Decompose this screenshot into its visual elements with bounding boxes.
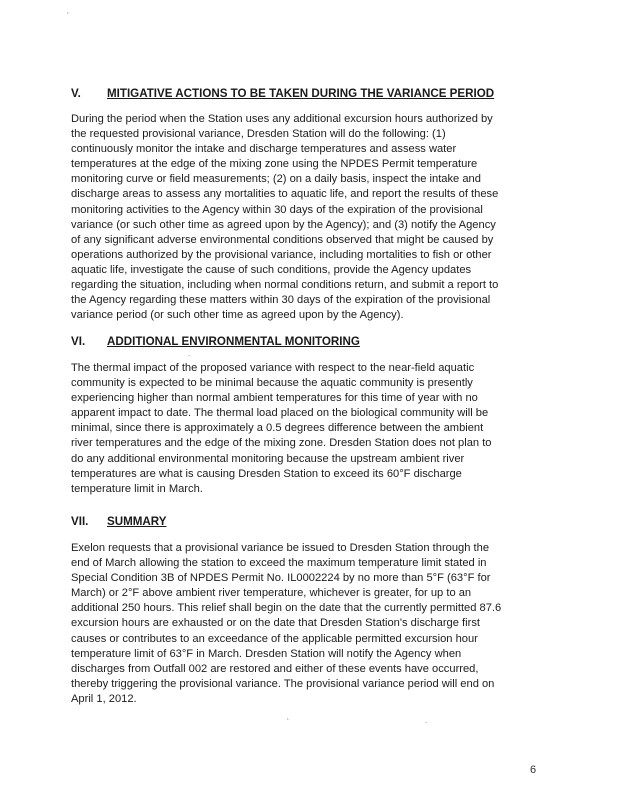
scan-speck: . [188, 349, 191, 358]
section-paragraph [71, 112, 543, 323]
section-environmental-monitoring [71, 335, 543, 497]
section-title: ADDITIONAL ENVIRONMENTAL MONITORING [107, 335, 360, 348]
section-number: VI. [71, 335, 86, 348]
text-line: regarding the situation, including when normal conditions return, and submit a report to [71, 279, 499, 292]
text-line: the Agency regarding these matters within 30 days of the expiration of the provisional [71, 294, 491, 307]
section-paragraph [71, 541, 543, 707]
text-line: temperature limit in March. [71, 482, 203, 495]
page-number: 6 [530, 764, 537, 776]
text-line: do any additional environmental monitoring because the upstream ambient river [71, 452, 465, 465]
section-heading [71, 335, 543, 349]
text-line: April 1, 2012. [71, 692, 137, 705]
text-line: discharge areas to assess any mortalities to aquatic life, and report the results of these [71, 188, 499, 201]
section-heading [71, 515, 543, 529]
section-number: VII. [71, 515, 89, 528]
section-heading [71, 87, 543, 101]
text-line: causes or contributes to an exceedance of the applicable permitted excursion hour [71, 632, 478, 645]
scan-speck: ‘ [287, 717, 289, 726]
text-line: temperatures are what is causing Dresden Station to exceed its 60°F discharge [71, 467, 462, 480]
text-line: the requested provisional variance, Dresden Station will do the following: (1) [71, 128, 446, 141]
text-line: monitoring curve or field measurements; (2) on a daily basis, inspect the intake and [71, 173, 481, 186]
section-title: SUMMARY [107, 515, 167, 528]
text-line: March) or 2°F above ambient river temperature, whichever is greater, for up to an [71, 587, 472, 600]
text-line: apparent impact to date. The thermal load placed on the biological community will be [71, 407, 489, 420]
section-number: V. [71, 87, 81, 100]
text-line: continuously monitor the intake and discharge temperatures and assess water [71, 143, 457, 156]
text-line: monitoring activities to the Agency within 30 days of the expiration of the provisional [71, 203, 483, 216]
text-line: aquatic life, investigate the cause of such conditions, provide the Agency updates [71, 263, 472, 276]
text-line: Exelon requests that a provisional variance be issued to Dresden Station through the [71, 542, 490, 554]
text-line: During the period when the Station uses any additional excursion hours authorized by [71, 113, 493, 125]
text-line: operations authorized by the provisional variance, including mortalities to fish or other [71, 248, 492, 261]
text-line: additional 250 hours. This relief shall begin on the date that the currently permitted 87.6 [71, 602, 502, 615]
text-line: temperatures at the edge of the mixing zone using the NPDES Permit temperature [71, 158, 478, 171]
text-line: end of March allowing the station to exceed the maximum temperature limit stated in [71, 557, 487, 570]
text-line: variance (or such other time as agreed upon by the Agency); and (3) notify the Agency [71, 218, 496, 231]
text-line: variance period (or such other time as agreed upon by the Agency). [71, 309, 404, 322]
text-line: The thermal impact of the proposed variance with respect to the near-field aquatic [71, 362, 475, 374]
scan-speck: . [425, 716, 428, 725]
text-line: experiencing higher than normal ambient temperatures for this time of year with no [71, 392, 478, 405]
text-line: of any significant adverse environmental conditions observed that might be caused by [71, 233, 494, 246]
section-paragraph [71, 361, 543, 497]
text-line: discharges from Outfall 002 are restored and either of these events have occurred, [71, 662, 479, 675]
section-summary [71, 515, 543, 707]
scan-speck: ‘ [67, 11, 69, 20]
text-line: Special Condition 3B of NPDES Permit No. IL0002224 by no more than 5°F (63°F for [71, 572, 491, 585]
text-line: temperature limit of 63°F in March. Dresden Station will notify the Agency when [71, 647, 462, 660]
text-line: minimal, since there is approximately a 0.5 degrees difference between the ambient [71, 422, 484, 435]
section-mitigative-actions [71, 87, 543, 323]
text-line: excursion hours are exhausted or on the date that Dresden Station's discharge first [71, 617, 480, 630]
text-line: thereby triggering the provisional variance. The provisional variance period will end on [71, 677, 495, 690]
text-line: river temperatures and the edge of the mixing zone. Dresden Station does not plan to [71, 437, 492, 450]
text-line: community is expected to be minimal because the aquatic community is presently [71, 377, 473, 390]
section-title: MITIGATIVE ACTIONS TO BE TAKEN DURING THE VARIANCE PERIOD [107, 87, 495, 100]
